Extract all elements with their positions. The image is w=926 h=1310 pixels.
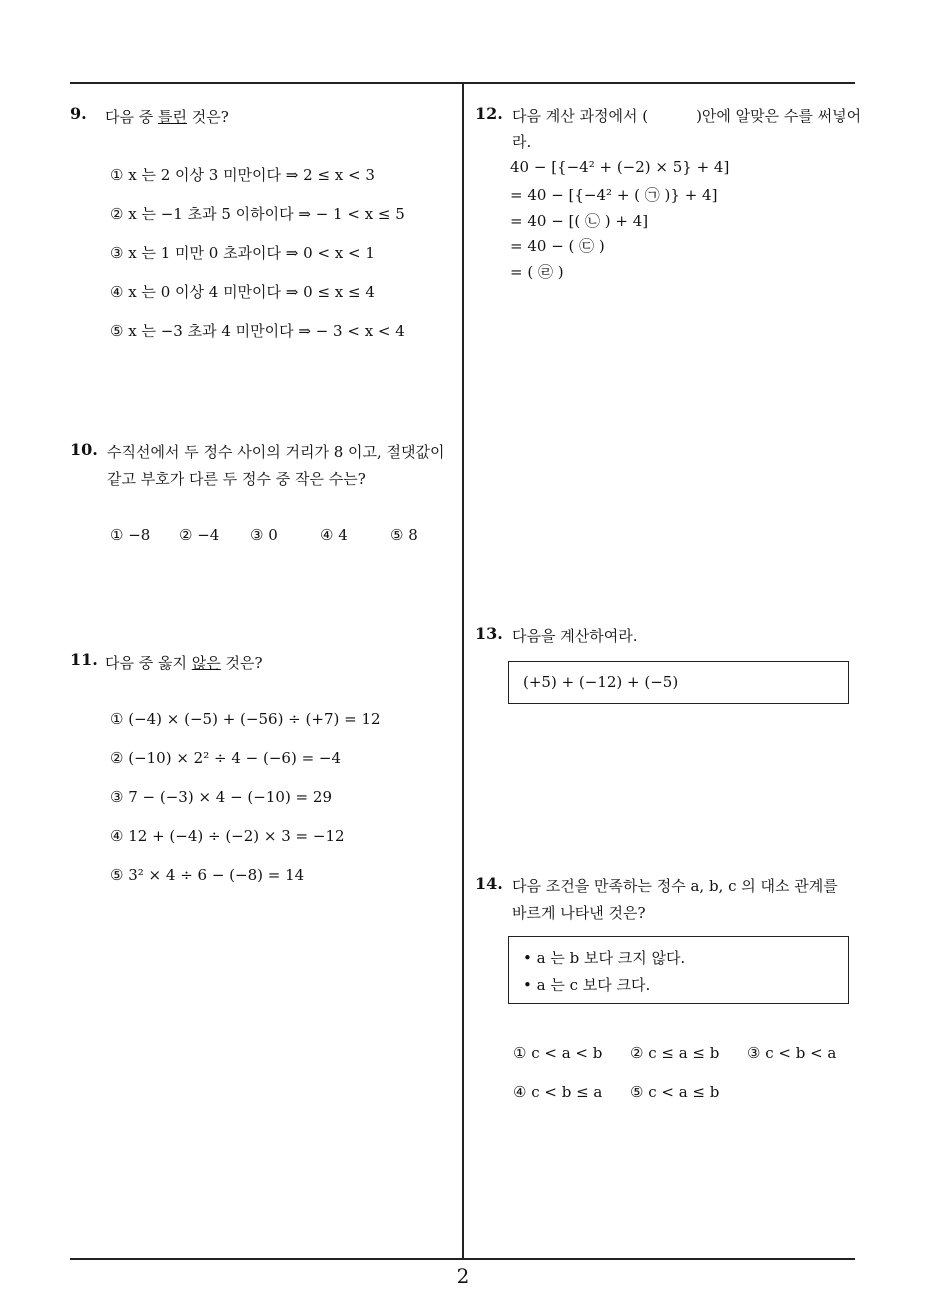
question-text-part-a: 다음 계산 과정에서 ( xyxy=(512,107,649,125)
option-3[interactable]: ③ 7 − (−3) × 4 − (−10) = 29 xyxy=(110,788,332,806)
column-divider xyxy=(462,84,464,1260)
question-13 xyxy=(475,624,860,714)
question-number: 14. xyxy=(475,874,503,893)
option-4[interactable]: ④ 12 + (−4) ÷ (−2) × 3 = −12 xyxy=(110,827,345,845)
question-number: 11. xyxy=(70,650,98,669)
question-text-post: 것은? xyxy=(220,654,263,672)
option-4[interactable]: ④ x 는 0 이상 4 미만이다 ⇒ 0 ≤ x ≤ 4 xyxy=(110,283,375,301)
underlined-word: 틀린 xyxy=(158,108,187,126)
question-number: 10. xyxy=(70,440,98,459)
question-text: 다음을 계산하여라. xyxy=(512,627,638,645)
question-number: 12. xyxy=(475,104,503,123)
question-9 xyxy=(70,104,450,344)
option-5[interactable]: ⑤ 3² × 4 ÷ 6 − (−8) = 14 xyxy=(110,866,305,884)
option-3[interactable]: ③ 0 xyxy=(250,526,278,544)
question-text-line-2: 라. xyxy=(512,133,532,151)
underlined-word: 않은 xyxy=(191,654,221,672)
question-text xyxy=(105,650,263,677)
question-number: 9. xyxy=(70,104,87,123)
step-3: = 40 − [( ㉡ ) + 4] xyxy=(510,212,649,230)
question-number: 13. xyxy=(475,624,503,643)
option-2[interactable]: ② (−10) × 2² ÷ 4 − (−6) = −4 xyxy=(110,749,342,767)
option-1[interactable]: ① (−4) × (−5) + (−56) ÷ (+7) = 12 xyxy=(110,710,381,728)
option-3[interactable]: ③ x 는 1 미만 0 초과이다 ⇒ 0 < x < 1 xyxy=(110,244,375,262)
page-number: 2 xyxy=(456,1264,470,1288)
question-text xyxy=(105,104,229,131)
condition-1: • a 는 b 보다 크지 않다. xyxy=(523,949,686,967)
question-text-line-1 xyxy=(512,105,861,126)
step-2: = 40 − [{−4² + ( ㉠ )} + 4] xyxy=(510,186,718,204)
question-text-line-1: 다음 조건을 만족하는 정수 a, b, c 의 대소 관계를 xyxy=(512,877,838,895)
question-text-line-2: 바르게 나타낸 것은? xyxy=(512,904,646,922)
question-text-line-2: 같고 부호가 다른 두 정수 중 작은 수는? xyxy=(107,470,366,488)
step-1: 40 − [{−4² + (−2) × 5} + 4] xyxy=(510,158,730,176)
option-3[interactable]: ③ c < b < a xyxy=(747,1044,837,1062)
option-1[interactable]: ① x 는 2 이상 3 미만이다 ⇒ 2 ≤ x < 3 xyxy=(110,166,375,184)
question-text-pre: 다음 중 옳지 xyxy=(105,654,192,672)
step-4: = 40 − ( ㉢ ) xyxy=(510,237,605,255)
question-10 xyxy=(70,440,455,550)
option-2[interactable]: ② x 는 −1 초과 5 이하이다 ⇒ − 1 < x ≤ 5 xyxy=(110,205,405,223)
question-14 xyxy=(475,874,860,1114)
option-5[interactable]: ⑤ c < a ≤ b xyxy=(630,1083,720,1101)
question-text-part-b: )안에 알맞은 수를 써넣어 xyxy=(696,107,862,125)
condition-2: • a 는 c 보다 크다. xyxy=(523,976,651,994)
question-text-post: 것은? xyxy=(187,108,229,126)
step-5: = ( ㉣ ) xyxy=(510,263,564,281)
option-4[interactable]: ④ c < b ≤ a xyxy=(513,1083,603,1101)
expression-box xyxy=(508,661,849,704)
bottom-rule xyxy=(70,1258,855,1260)
option-2[interactable]: ② c ≤ a ≤ b xyxy=(630,1044,720,1062)
option-1[interactable]: ① c < a < b xyxy=(513,1044,603,1062)
question-text-line-1: 수직선에서 두 정수 사이의 거리가 8 이고, 절댓값이 xyxy=(107,443,445,461)
question-11 xyxy=(70,650,455,890)
conditions-box xyxy=(508,936,849,1004)
option-4[interactable]: ④ 4 xyxy=(320,526,348,544)
expression: (+5) + (−12) + (−5) xyxy=(523,673,679,691)
question-text-pre: 다음 중 xyxy=(105,108,159,126)
question-12 xyxy=(475,104,860,284)
option-5[interactable]: ⑤ 8 xyxy=(390,526,418,544)
option-2[interactable]: ② −4 xyxy=(179,526,220,544)
option-5[interactable]: ⑤ x 는 −3 초과 4 미만이다 ⇒ − 3 < x < 4 xyxy=(110,322,405,340)
option-1[interactable]: ① −8 xyxy=(110,526,151,544)
